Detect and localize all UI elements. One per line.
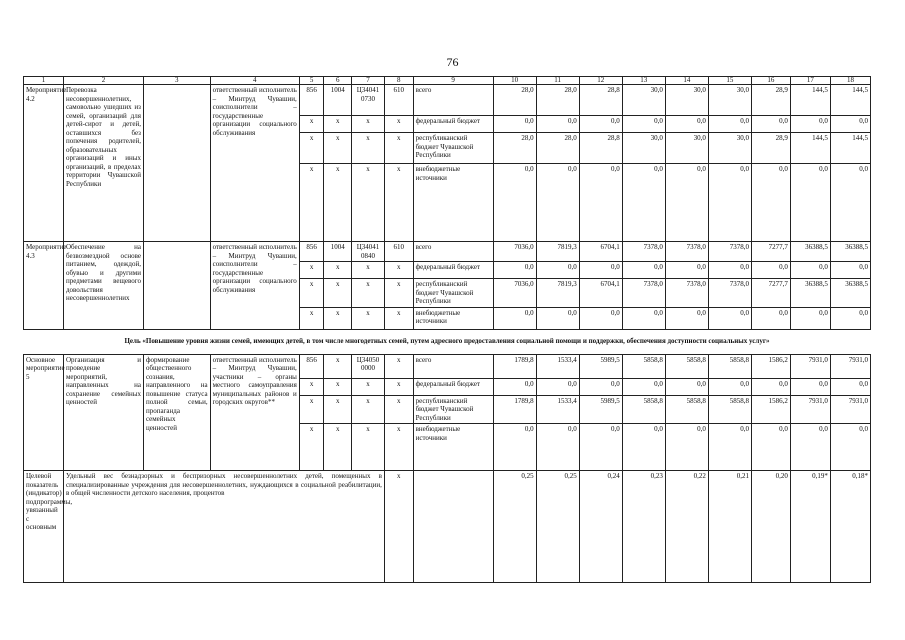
amount-cell: 30,0 <box>665 85 708 116</box>
funding-source: внебюджетные источники <box>413 424 493 471</box>
amount-cell: 7378,0 <box>622 242 665 262</box>
amount-cell: 36388,5 <box>790 279 830 308</box>
amount-cell: 0,0 <box>665 378 708 395</box>
amount-cell: 0,0 <box>751 307 790 329</box>
measure-name: Перевозка несовершеннолетних, самовольно ушедших из семей, организаций для детей-сирот и детей, оставшихся без попечения родителей, образовательных организаций и иных организаций, в пределах территории Чувашской Республики <box>63 85 143 242</box>
amount-cell: 1533,4 <box>536 395 579 424</box>
amount-cell: 1586,2 <box>751 395 790 424</box>
amount-cell: 0,0 <box>622 164 665 242</box>
code-grbs: 856 <box>299 85 324 116</box>
code-section: x <box>324 378 352 395</box>
amount-cell: 0,0 <box>536 262 579 279</box>
amount-cell: 1586,2 <box>751 354 790 378</box>
code-grbs: x <box>299 307 324 329</box>
goal-row <box>24 329 871 354</box>
column-number: 3 <box>143 77 210 85</box>
amount-cell: 0,0 <box>830 262 870 279</box>
amount-cell: 30,0 <box>708 133 751 164</box>
amount-cell: 0,0 <box>830 116 870 133</box>
amount-cell: 30,0 <box>622 133 665 164</box>
amount-cell: 0,0 <box>665 116 708 133</box>
amount-cell: 0,0 <box>493 307 536 329</box>
amount-cell: 0,0 <box>622 262 665 279</box>
code-target: x <box>352 133 385 164</box>
expected-result <box>143 85 210 242</box>
code-target: x <box>352 164 385 242</box>
column-number: 7 <box>352 77 385 85</box>
amount-cell: 0,0 <box>665 164 708 242</box>
column-number: 12 <box>579 77 622 85</box>
table-row <box>24 85 871 116</box>
code-target: x <box>352 424 385 471</box>
code-section: x <box>324 424 352 471</box>
amount-cell: 5858,8 <box>622 354 665 378</box>
amount-cell: 0,0 <box>790 424 830 471</box>
executor: ответственный исполнитель – Минтруд Чувашии, участники – органы местного самоуправления муниципальных районов и городских округов** <box>210 354 299 471</box>
amount-cell: 7036,0 <box>493 242 536 262</box>
code-grbs: x <box>299 262 324 279</box>
amount-cell: 36388,5 <box>790 242 830 262</box>
code-target: Ц34041 0840 <box>352 242 385 262</box>
column-number: 13 <box>622 77 665 85</box>
funding-source: республиканский бюджет Чувашской Республики <box>413 279 493 308</box>
code-type: x <box>384 378 413 395</box>
column-number: 6 <box>324 77 352 85</box>
amount-cell: 7378,0 <box>665 242 708 262</box>
amount-cell: 28,8 <box>579 133 622 164</box>
amount-cell: 7277,7 <box>751 279 790 308</box>
code-section: x <box>324 262 352 279</box>
amount-cell: 30,0 <box>665 133 708 164</box>
funding-source: всего <box>413 242 493 262</box>
header-row <box>24 77 871 85</box>
amount-cell: 0,0 <box>751 378 790 395</box>
code-target: x <box>352 378 385 395</box>
amount-cell: 0,0 <box>830 424 870 471</box>
code-target: x <box>352 395 385 424</box>
code-grbs: x <box>299 133 324 164</box>
code-target: x <box>352 279 385 308</box>
amount-cell: 0,0 <box>579 164 622 242</box>
amount-cell: 0,0 <box>493 164 536 242</box>
code-grbs: x <box>299 378 324 395</box>
amount-cell: 28,0 <box>493 133 536 164</box>
code-grbs: x <box>299 424 324 471</box>
amount-cell: 0,0 <box>622 378 665 395</box>
executor: ответственный исполнитель – Минтруд Чувашии, соисполнители – государственные организации социального обслуживания <box>210 242 299 330</box>
amount-cell: 6704,1 <box>579 242 622 262</box>
funding-source: всего <box>413 85 493 116</box>
amount-cell: 28,0 <box>493 85 536 116</box>
amount-cell: 30,0 <box>708 85 751 116</box>
amount-cell: 0,0 <box>790 164 830 242</box>
amount-cell: 0,0 <box>579 116 622 133</box>
table-body <box>24 77 871 583</box>
amount-cell: 144,5 <box>790 85 830 116</box>
indicator-value: 0,23 <box>622 471 665 583</box>
code-grbs: x <box>299 395 324 424</box>
indicator-value: 0,20 <box>751 471 790 583</box>
amount-cell: 36388,5 <box>830 279 870 308</box>
indicator-value: 0,25 <box>493 471 536 583</box>
code-type: 610 <box>384 242 413 262</box>
column-number: 2 <box>63 77 143 85</box>
amount-cell: 28,0 <box>536 133 579 164</box>
amount-cell: 1533,4 <box>536 354 579 378</box>
column-number: 16 <box>751 77 790 85</box>
code-type: x <box>384 424 413 471</box>
amount-cell: 0,0 <box>536 424 579 471</box>
amount-cell: 5989,5 <box>579 354 622 378</box>
code-section: x <box>324 395 352 424</box>
amount-cell: 1789,8 <box>493 395 536 424</box>
amount-cell: 0,0 <box>708 307 751 329</box>
code-target: Ц34050 0000 <box>352 354 385 378</box>
indicator-row <box>24 471 871 583</box>
measure-code: Мероприятие 4.2 <box>24 85 64 242</box>
amount-cell: 7378,0 <box>708 242 751 262</box>
amount-cell: 7378,0 <box>665 279 708 308</box>
amount-cell: 0,0 <box>579 424 622 471</box>
code-grbs: x <box>299 116 324 133</box>
table-row <box>24 242 871 262</box>
amount-cell: 144,5 <box>830 133 870 164</box>
code-grbs: 856 <box>299 242 324 262</box>
amount-cell: 0,0 <box>790 378 830 395</box>
code-grbs: x <box>299 164 324 242</box>
indicator-value: 0,24 <box>579 471 622 583</box>
indicator-value: 0,22 <box>665 471 708 583</box>
column-number: 1 <box>24 77 64 85</box>
amount-cell: 0,0 <box>622 116 665 133</box>
funding-source: федеральный бюджет <box>413 262 493 279</box>
code-type: x <box>384 116 413 133</box>
amount-cell: 0,0 <box>708 262 751 279</box>
amount-cell: 0,0 <box>790 262 830 279</box>
amount-cell: 0,0 <box>708 424 751 471</box>
code-target: x <box>352 307 385 329</box>
amount-cell: 5858,8 <box>708 395 751 424</box>
amount-cell: 7036,0 <box>493 279 536 308</box>
column-number: 8 <box>384 77 413 85</box>
amount-cell: 0,0 <box>708 116 751 133</box>
indicator-label: Целевой показатель (индикатор) подпрограммы, увязанный с основным <box>24 471 64 583</box>
amount-cell: 0,0 <box>665 262 708 279</box>
amount-cell: 28,9 <box>751 133 790 164</box>
table-row <box>24 354 871 378</box>
amount-cell: 0,0 <box>493 116 536 133</box>
code-target: x <box>352 116 385 133</box>
amount-cell: 0,0 <box>579 378 622 395</box>
indicator-text: Удельный вес безнадзорных и беспризорных несовершеннолетних детей, помещенных в специализированные учреждения для несовершеннолетних, нуждающихся в социальной реабилитации, в общей численности детского населения, процентов <box>63 471 384 583</box>
code-section: 1004 <box>324 242 352 262</box>
executor: ответственный исполнитель – Минтруд Чувашии, соисполнители – государственные организации социального обслуживания <box>210 85 299 242</box>
page-number: 76 <box>446 55 459 69</box>
code-type: 610 <box>384 85 413 116</box>
funding-source: внебюджетные источники <box>413 164 493 242</box>
code-section: x <box>324 116 352 133</box>
column-number: 5 <box>299 77 324 85</box>
amount-cell: 7277,7 <box>751 242 790 262</box>
code-type: x <box>384 164 413 242</box>
amount-cell: 7378,0 <box>708 279 751 308</box>
code-type: x <box>384 279 413 308</box>
amount-cell: 5858,8 <box>622 395 665 424</box>
code-type: x <box>384 262 413 279</box>
amount-cell: 0,0 <box>493 378 536 395</box>
code-grbs: 856 <box>299 354 324 378</box>
amount-cell: 0,0 <box>622 307 665 329</box>
amount-cell: 5858,8 <box>708 354 751 378</box>
amount-cell: 0,0 <box>579 262 622 279</box>
column-number: 17 <box>790 77 830 85</box>
amount-cell: 0,0 <box>665 424 708 471</box>
expected-result <box>143 242 210 330</box>
amount-cell: 0,0 <box>665 307 708 329</box>
amount-cell: 0,0 <box>830 164 870 242</box>
code-section: x <box>324 307 352 329</box>
indicator-blank <box>413 471 493 583</box>
amount-cell: 0,0 <box>536 116 579 133</box>
amount-cell: 0,0 <box>536 307 579 329</box>
amount-cell: 7931,0 <box>830 395 870 424</box>
amount-cell: 7819,3 <box>536 242 579 262</box>
amount-cell: 0,0 <box>751 116 790 133</box>
code-type: x <box>384 354 413 378</box>
amount-cell: 0,0 <box>579 307 622 329</box>
amount-cell: 7931,0 <box>790 354 830 378</box>
funding-source: федеральный бюджет <box>413 116 493 133</box>
indicator-code: x <box>384 471 413 583</box>
amount-cell: 0,0 <box>493 262 536 279</box>
amount-cell: 28,8 <box>579 85 622 116</box>
code-type: x <box>384 395 413 424</box>
amount-cell: 0,0 <box>536 378 579 395</box>
amount-cell: 36388,5 <box>830 242 870 262</box>
code-target: Ц34041 0730 <box>352 85 385 116</box>
amount-cell: 0,0 <box>830 307 870 329</box>
indicator-value: 0,18* <box>830 471 870 583</box>
amount-cell: 7378,0 <box>622 279 665 308</box>
column-number: 11 <box>536 77 579 85</box>
measure-code: Мероприятие 4.3 <box>24 242 64 330</box>
code-section: x <box>324 164 352 242</box>
amount-cell: 0,0 <box>790 307 830 329</box>
amount-cell: 0,0 <box>708 378 751 395</box>
code-target: x <box>352 262 385 279</box>
amount-cell: 5989,5 <box>579 395 622 424</box>
code-type: x <box>384 307 413 329</box>
amount-cell: 0,0 <box>830 378 870 395</box>
column-number: 9 <box>413 77 493 85</box>
amount-cell: 0,0 <box>708 164 751 242</box>
column-number: 14 <box>665 77 708 85</box>
amount-cell: 0,0 <box>751 424 790 471</box>
column-number: 15 <box>708 77 751 85</box>
measure-name: Обеспечение на безвозмездной основе питанием, одеждой, обувью и другими предметами вещевого довольствия несовершеннолетних <box>63 242 143 330</box>
amount-cell: 0,0 <box>790 116 830 133</box>
amount-cell: 0,0 <box>622 424 665 471</box>
amount-cell: 6704,1 <box>579 279 622 308</box>
code-section: x <box>324 279 352 308</box>
amount-cell: 28,0 <box>536 85 579 116</box>
funding-source: внебюджетные источники <box>413 307 493 329</box>
code-section: x <box>324 354 352 378</box>
indicator-value: 0,21 <box>708 471 751 583</box>
amount-cell: 28,9 <box>751 85 790 116</box>
amount-cell: 0,0 <box>493 424 536 471</box>
amount-cell: 0,0 <box>751 262 790 279</box>
funding-source: всего <box>413 354 493 378</box>
column-number: 10 <box>493 77 536 85</box>
amount-cell: 7931,0 <box>830 354 870 378</box>
funding-source: федеральный бюджет <box>413 378 493 395</box>
measure-code: Основное мероприятие 5 <box>24 354 64 471</box>
amount-cell: 30,0 <box>622 85 665 116</box>
goal-heading: Цель «Повышение уровня жизни семей, имеющих детей, в том числе многодетных семей, путем адресного предоставления социальной помощи и поддержки, обеспечения доступности социальных услуг» <box>24 329 871 354</box>
code-type: x <box>384 133 413 164</box>
amount-cell: 7931,0 <box>790 395 830 424</box>
amount-cell: 0,0 <box>536 164 579 242</box>
funding-source: республиканский бюджет Чувашской Республики <box>413 133 493 164</box>
code-grbs: x <box>299 279 324 308</box>
amount-cell: 1789,8 <box>493 354 536 378</box>
amount-cell: 7819,3 <box>536 279 579 308</box>
amount-cell: 144,5 <box>790 133 830 164</box>
column-number: 4 <box>210 77 299 85</box>
budget-table <box>23 76 871 583</box>
amount-cell: 144,5 <box>830 85 870 116</box>
code-section: 1004 <box>324 85 352 116</box>
expected-result: формирование общественного сознания, направленного на повышение статуса полной семьи, пропаганда семейных ценностей <box>143 354 210 471</box>
amount-cell: 5858,8 <box>665 395 708 424</box>
indicator-value: 0,25 <box>536 471 579 583</box>
indicator-value: 0,19* <box>790 471 830 583</box>
measure-name: Организация и проведение мероприятий, направленных на сохранение семейных ценностей <box>63 354 143 471</box>
funding-source: республиканский бюджет Чувашской Республики <box>413 395 493 424</box>
code-section: x <box>324 133 352 164</box>
column-number: 18 <box>830 77 870 85</box>
amount-cell: 5858,8 <box>665 354 708 378</box>
amount-cell: 0,0 <box>751 164 790 242</box>
